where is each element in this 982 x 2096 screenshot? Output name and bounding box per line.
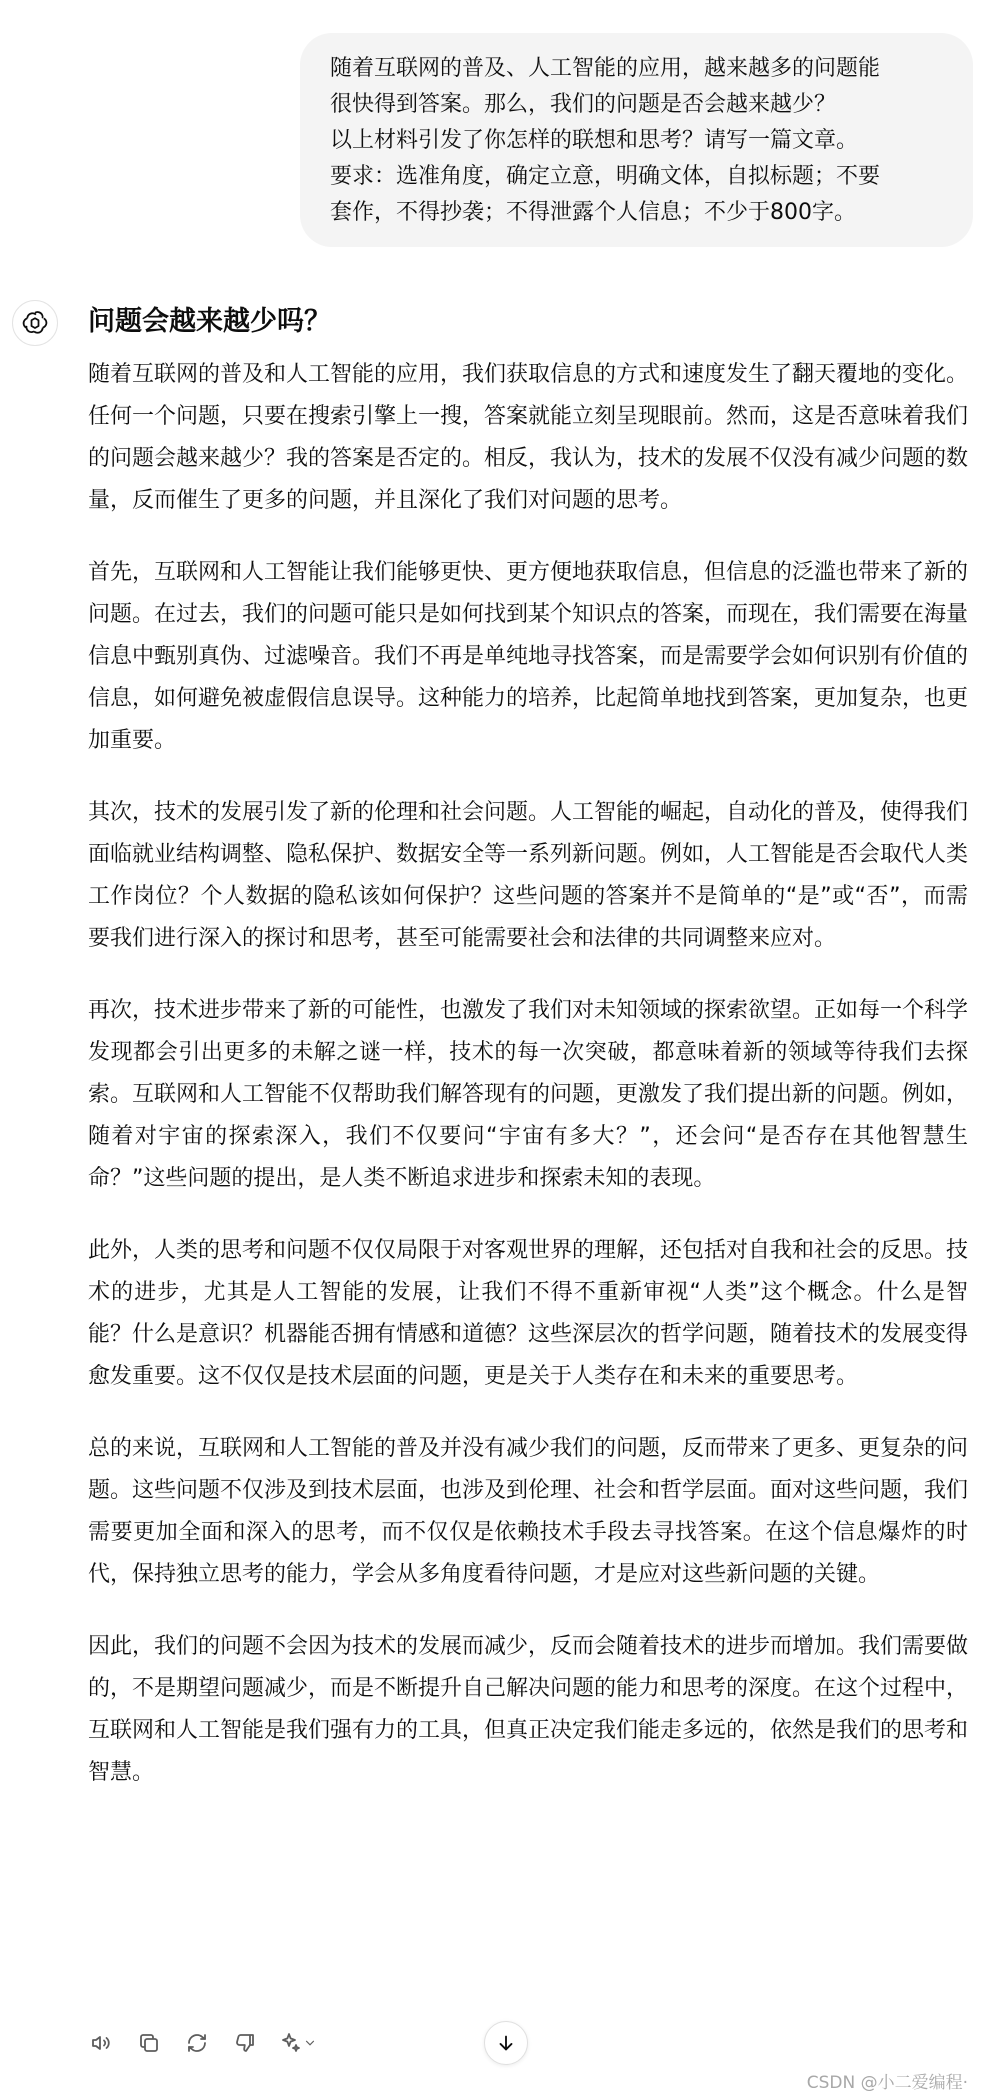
user-message-line: 很快得到答案。那么，我们的问题是否会越来越少？: [330, 92, 837, 117]
user-message-line: 随着互联网的普及、人工智能的应用，越来越多的问题能: [330, 56, 881, 81]
assistant-message: [88, 302, 968, 1824]
read-aloud-button[interactable]: [84, 2026, 118, 2060]
user-message-bubble: [300, 33, 973, 247]
scroll-to-bottom-button[interactable]: [484, 2021, 528, 2065]
answer-title: 问题会越来越少吗？: [88, 306, 331, 337]
chevron-down-icon: [303, 2036, 317, 2050]
thumbs-down-icon: [233, 2031, 257, 2055]
sparkle-model-icon: [279, 2031, 303, 2055]
regenerate-icon: [185, 2031, 209, 2055]
openai-logo-icon: [21, 309, 49, 337]
speaker-icon: [89, 2031, 113, 2055]
message-actions: [84, 2026, 320, 2060]
user-message-line: 套作，不得抄袭；不得泄露个人信息；不少于800字。: [330, 200, 856, 225]
answer-paragraph: 总的来说，互联网和人工智能的普及并没有减少我们的问题，反而带来了更多、更复杂的问题。这些问题不仅涉及到技术层面，也涉及到伦理、社会和哲学层面。面对这些问题，我们需要更加全面和深入的思考，而不仅仅是依赖技术手段去寻找答案。在这个信息爆炸的时代，保持独立思考的能力，学会从多角度看待问题，才是应对这些新问题的关键。: [88, 1436, 969, 1587]
bad-response-button[interactable]: [228, 2026, 262, 2060]
arrow-down-icon: [495, 2032, 517, 2054]
user-message-line: 以上材料引发了你怎样的联想和思考？请写一篇文章。: [330, 128, 859, 153]
assistant-avatar: [12, 300, 58, 346]
user-message-line: 要求：选准角度，确定立意，明确文体，自拟标题；不要: [330, 164, 881, 189]
answer-paragraph: 首先，互联网和人工智能让我们能够更快、更方便地获取信息，但信息的泛滥也带来了新的问题。在过去，我们的问题可能只是如何找到某个知识点的答案，而现在，我们需要在海量信息中甄别真伪、过滤噪音。我们不再是单纯地寻找答案，而是需要学会如何识别有价值的信息，如何避免被虚假信息误导。这种能力的培养，比起简单地找到答案，更加复杂，也更加重要。: [88, 560, 969, 753]
regenerate-button[interactable]: [180, 2026, 214, 2060]
answer-paragraph: 随着互联网的普及和人工智能的应用，我们获取信息的方式和速度发生了翻天覆地的变化。任何一个问题，只要在搜索引擎上一搜，答案就能立刻呈现眼前。然而，这是否意味着我们的问题会越来越少？我的答案是否定的。相反，我认为，技术的发展不仅没有减少问题的数量，反而催生了更多的问题，并且深化了我们对问题的思考。: [88, 362, 969, 513]
switch-model-button[interactable]: [276, 2026, 320, 2060]
answer-paragraph: 此外，人类的思考和问题不仅仅局限于对客观世界的理解，还包括对自我和社会的反思。技术的进步，尤其是人工智能的发展，让我们不得不重新审视“人类”这个概念。什么是智能？什么是意识？机器能否拥有情感和道德？这些深层次的哲学问题，随着技术的发展变得愈发重要。这不仅仅是技术层面的问题，更是关于人类存在和未来的重要思考。: [88, 1238, 969, 1389]
copy-icon: [137, 2031, 161, 2055]
answer-paragraph: 因此，我们的问题不会因为技术的发展而减少，反而会随着技术的进步而增加。我们需要做的，不是期望问题减少，而是不断提升自己解决问题的能力和思考的深度。在这个过程中，互联网和人工智能是我们强有力的工具，但真正决定我们能走多远的，依然是我们的思考和智慧。: [88, 1634, 969, 1785]
copy-button[interactable]: [132, 2026, 166, 2060]
watermark: CSDN @小二爱编程·: [806, 2073, 968, 2093]
answer-paragraph: 再次，技术进步带来了新的可能性，也激发了我们对未知领域的探索欲望。正如每一个科学发现都会引出更多的未解之谜一样，技术的每一次突破，都意味着新的领域等待我们去探索。互联网和人工智能不仅帮助我们解答现有的问题，更激发了我们提出新的问题。例如，随着对宇宙的探索深入，我们不仅要问“宇宙有多大？”，还会问“是否存在其他智慧生命？”这些问题的提出，是人类不断追求进步和探索未知的表现。: [88, 998, 969, 1191]
answer-paragraph: 其次，技术的发展引发了新的伦理和社会问题。人工智能的崛起，自动化的普及，使得我们面临就业结构调整、隐私保护、数据安全等一系列新问题。例如，人工智能是否会取代人类工作岗位？个人数据的隐私该如何保护？这些问题的答案并不是简单的“是”或“否”，而需要我们进行深入的探讨和思考，甚至可能需要社会和法律的共同调整来应对。: [88, 800, 969, 951]
